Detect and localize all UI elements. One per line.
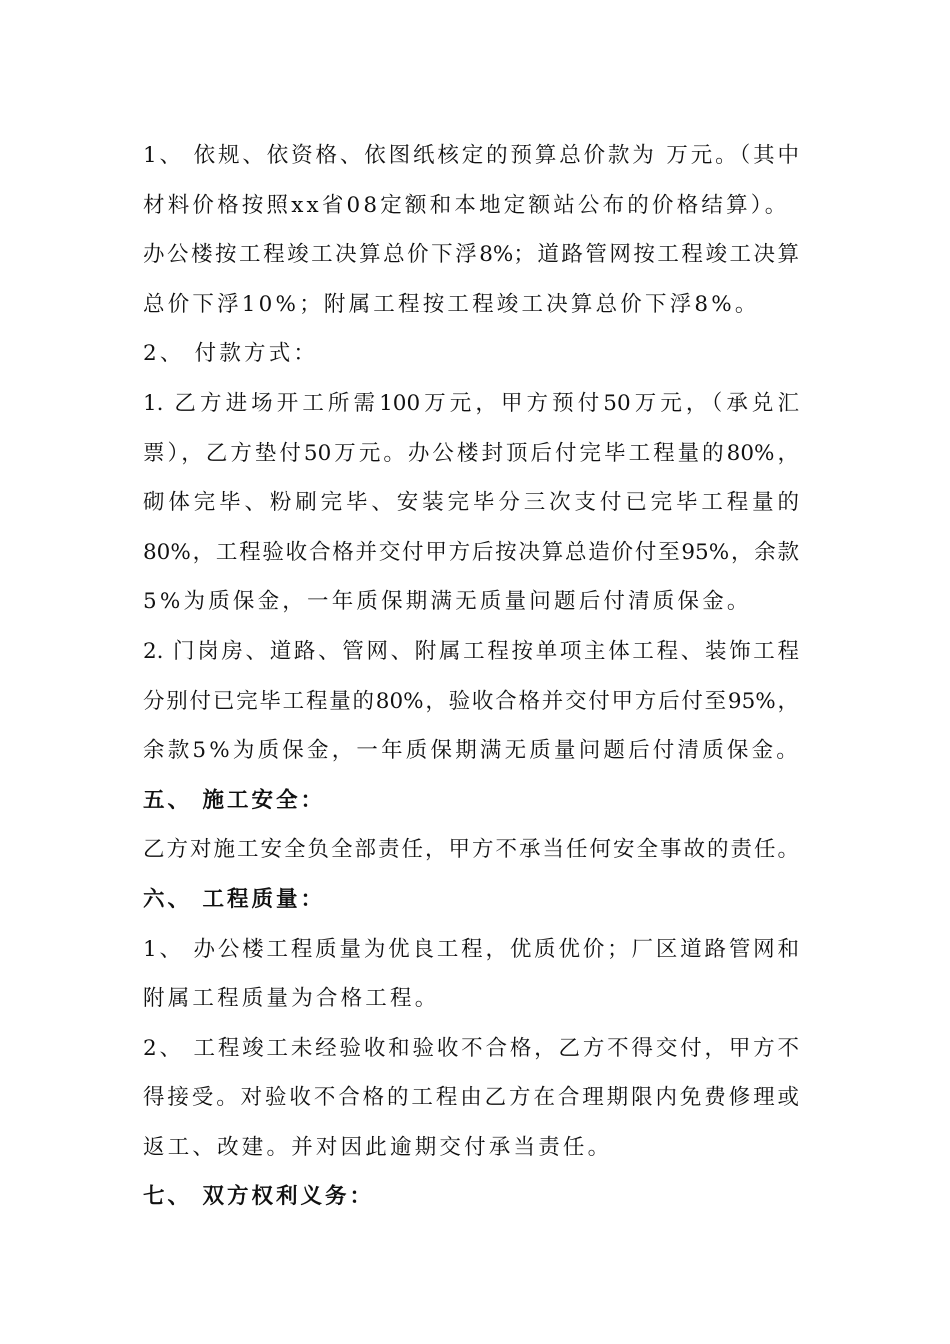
document-line: 5%为质保金，一年质保期满无质量问题后付清质保金。: [143, 589, 752, 615]
document-line: 返工、改建。并对因此逾期交付承当责任。: [143, 1134, 613, 1160]
document-line: 办公楼按工程竣工决算总价下浮8%；道路管网按工程竣工决算: [143, 242, 799, 268]
section-heading: 七、 双方权利义务：: [143, 1184, 374, 1210]
document-line: 80%，工程验收合格并交付甲方后按决算总造价付至95%，余款: [143, 539, 799, 565]
document-line: 余款5%为质保金，一年质保期满无质量问题后付清质保金。: [143, 738, 802, 764]
document-line: 得接受。对验收不合格的工程由乙方在合理期限内免费修理或: [143, 1085, 799, 1111]
document-line: 乙方对施工安全负全部责任，甲方不承当任何安全事故的责任。: [143, 837, 799, 863]
document-line: 总价下浮10%；附属工程按工程竣工决算总价下浮8%。: [143, 291, 760, 317]
document-line: 分别付已完毕工程量的80%，验收合格并交付甲方后付至95%，: [143, 688, 799, 714]
document-line: 附属工程质量为合格工程。: [143, 986, 440, 1012]
document-body: [143, 131, 813, 1222]
document-line: 材料价格按照xx省08定额和本地定额站公布的价格结算）。: [143, 192, 790, 218]
document-line: 1、 依规、依资格、依图纸核定的预算总价款为 万元。（其中: [143, 143, 799, 168]
document-line: 2、 工程竣工未经验收和验收不合格，乙方不得交付，甲方不: [143, 1035, 799, 1061]
document-line: 票），乙方垫付50万元。办公楼封顶后付完毕工程量的80%，: [143, 440, 799, 466]
document-line: 2、 付款方式：: [143, 341, 319, 367]
section-heading: 六、 工程质量：: [143, 886, 325, 912]
document-line: 2. 门岗房、道路、管网、附属工程按单项主体工程、装饰工程: [143, 638, 799, 664]
section-heading: 五、 施工安全：: [143, 787, 325, 813]
document-line: 砌体完毕、粉刷完毕、安装完毕分三次支付已完毕工程量的: [143, 490, 799, 516]
document-line: 1、 办公楼工程质量为优良工程，优质优价；厂区道路管网和: [143, 936, 799, 962]
document-line: 1. 乙方进场开工所需100万元，甲方预付50万元，（承兑汇: [143, 390, 799, 416]
